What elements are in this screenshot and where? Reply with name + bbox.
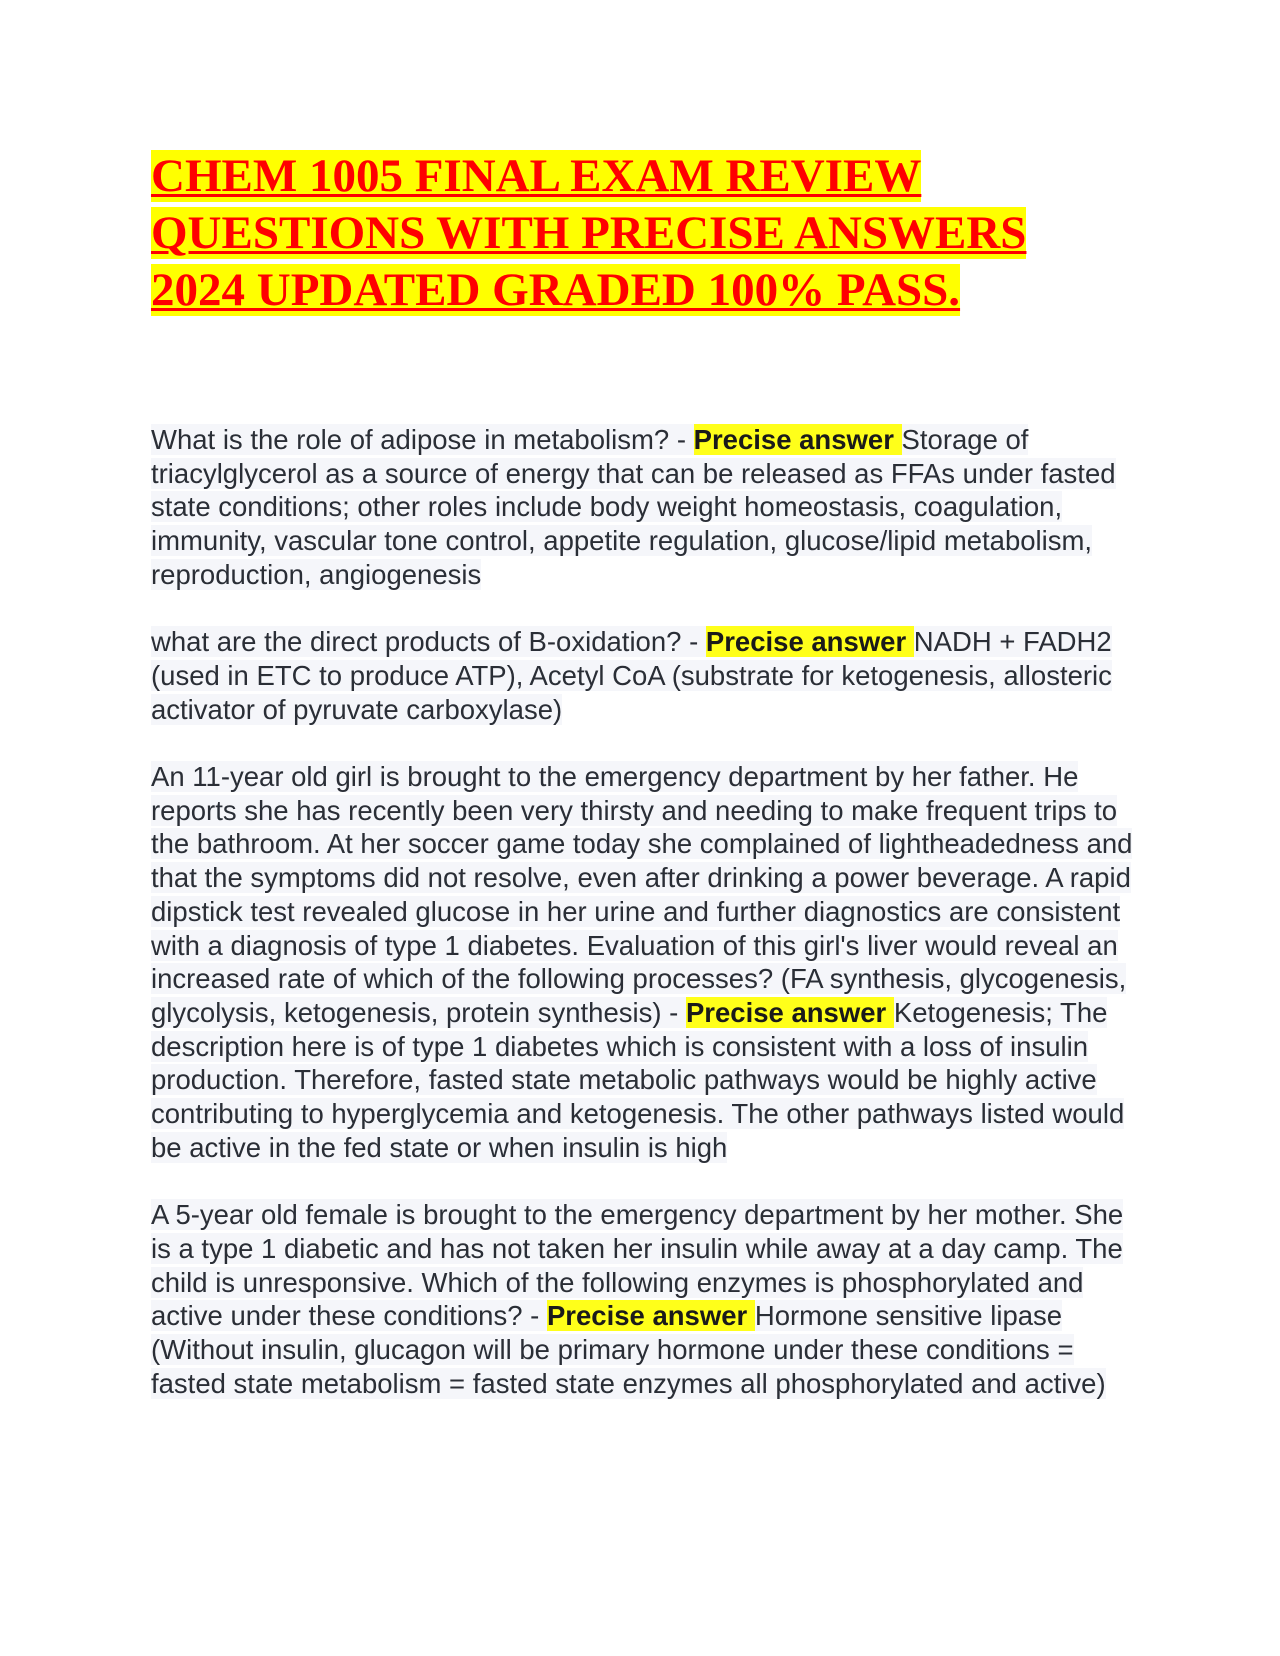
title-line-3: 2024 UPDATED GRADED 100% PASS.: [151, 264, 961, 316]
qa-item-adipose-role: [151, 423, 1136, 592]
question-text: What is the role of adipose in metabolism? -: [151, 424, 694, 455]
precise-answer-label: Precise answer: [546, 1300, 755, 1332]
document-title: [151, 148, 1136, 319]
answer-text: Hormone sensitive lipase (Without insulin, glucagon will be primary hormone under these conditions = fasted state metabolism = fasted state enzymes all phosphorylated and active): [151, 1300, 1106, 1399]
precise-answer-label: Precise answer: [705, 626, 914, 658]
qa-item-b-oxidation-products: [151, 625, 1136, 726]
answer-text: Ketogenesis; The description here is of type 1 diabetes which is consistent with a loss of insulin production. Therefore, fasted state metabolic pathways would be highly active contributing to hyperglycemia and ketogenesis. The other pathways listed would be active in the fed state or when insulin is high: [151, 996, 1125, 1163]
qa-list: [151, 423, 1136, 1400]
document-page: [151, 148, 1136, 1434]
question-text: A 5-year old female is brought to the emergency department by her mother. She is a type 1 diabetic and has not taken her insulin while away at a day camp. The child is unresponsive. Which of the following enzymes is phosphorylated and active under these conditions? -: [151, 1199, 1124, 1332]
answer-text: Storage of triacylglycerol as a source of energy that can be released as FFAs under fasted state conditions; other roles include body weight homeostasis, coagulation, immunity, vascular tone control, appetite regulation, glucose/lipid metabolism, reproduction, angiogenesis: [151, 424, 1116, 590]
qa-item-phosphorylated-enzyme: [151, 1198, 1136, 1400]
question-text: An 11-year old girl is brought to the emergency department by her father. He reports she has recently been very thirsty and needing to make frequent trips to the bathroom. At her soccer game today she complained of lightheadedness and that the symptoms did not resolve, even after drinking a power beverage. A rapid dipstick test revealed glucose in her urine and further diagnostics are consistent with a diagnosis of type 1 diabetes. Evaluation of this girl's liver would reveal an increased rate of which of the following processes? (FA synthesis, glycogenesis, glycolysis, ketogenesis, protein synthesis) -: [151, 761, 1133, 1028]
qa-item-type1-diabetes-liver: [151, 760, 1136, 1164]
answer-text: NADH + FADH2 (used in ETC to produce ATP), Acetyl CoA (substrate for ketogenesis, allosteric activator of pyruvate carboxylase): [151, 626, 1112, 725]
title-line-2: QUESTIONS WITH PRECISE ANSWERS: [151, 207, 1027, 259]
title-line-1: CHEM 1005 FINAL EXAM REVIEW: [151, 150, 922, 202]
question-text: what are the direct products of B-oxidation? -: [151, 626, 706, 658]
precise-answer-label: Precise answer: [685, 996, 894, 1028]
precise-answer-label: Precise answer: [693, 424, 902, 455]
